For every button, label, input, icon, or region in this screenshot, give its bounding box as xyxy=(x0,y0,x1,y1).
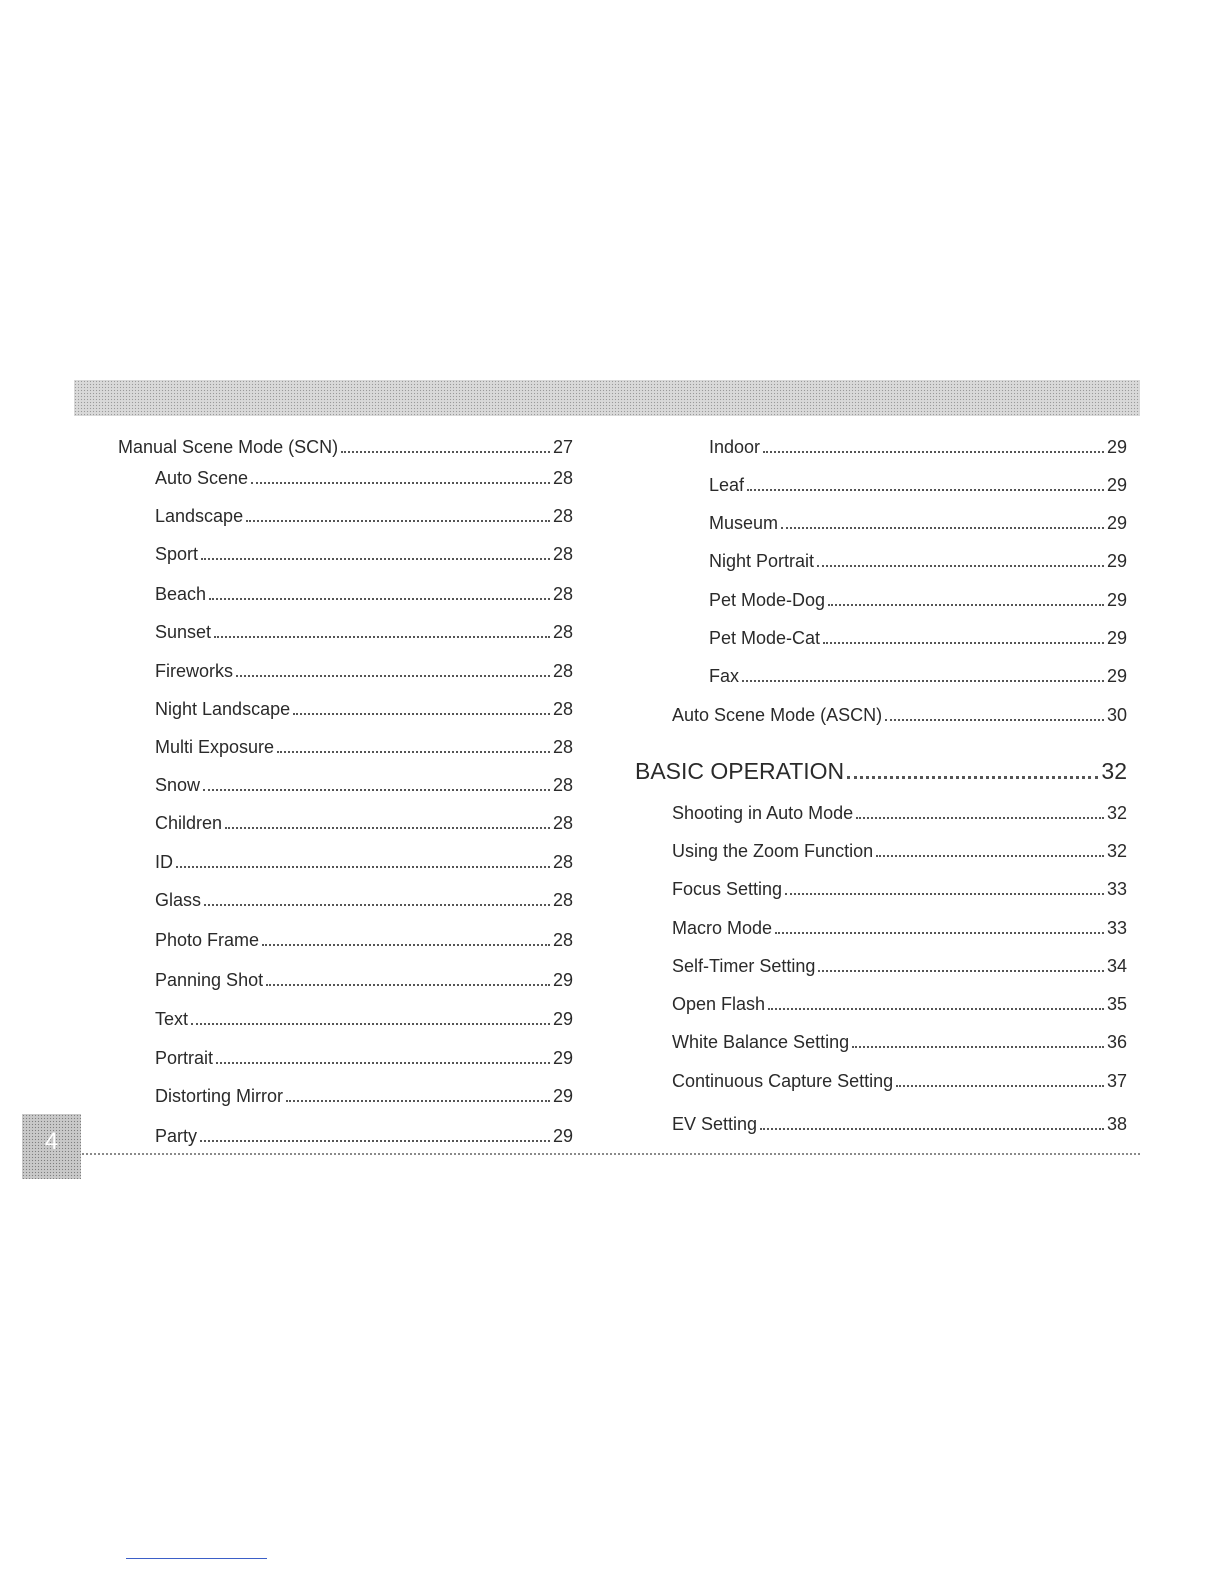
dot-leader xyxy=(191,1019,550,1025)
dot-leader xyxy=(896,1081,1104,1087)
dot-leader xyxy=(742,676,1104,682)
toc-entry-beach[interactable] xyxy=(155,583,573,605)
toc-entry-page-number: 29 xyxy=(552,1009,573,1029)
dot-leader xyxy=(277,747,550,753)
toc-entry-page-number: 29 xyxy=(1106,513,1127,533)
page-number: 4 xyxy=(44,1128,59,1155)
toc-entry-label: Night Landscape xyxy=(155,699,291,719)
toc-entry-distorting-mirror[interactable] xyxy=(155,1085,573,1107)
toc-entry-label: Macro Mode xyxy=(672,918,773,938)
dot-leader xyxy=(775,928,1104,934)
dot-leader xyxy=(251,478,550,484)
toc-entry-manual-scene-mode-scn[interactable] xyxy=(118,436,573,458)
dot-leader xyxy=(856,813,1104,819)
toc-entry-sport[interactable] xyxy=(155,543,573,565)
toc-entry-page-number: 28 xyxy=(552,468,573,488)
toc-entry-label: Fireworks xyxy=(155,661,234,681)
toc-entry-auto-scene-mode-ascn[interactable] xyxy=(672,704,1127,726)
toc-entry-glass[interactable] xyxy=(155,889,573,911)
toc-entry-label: Pet Mode-Cat xyxy=(709,628,821,648)
dot-leader xyxy=(760,1124,1104,1130)
dot-leader xyxy=(203,785,550,791)
dot-leader xyxy=(209,594,550,600)
toc-entry-white-balance-setting[interactable] xyxy=(672,1031,1127,1053)
dot-leader xyxy=(818,966,1104,972)
toc-entry-label: Indoor xyxy=(709,437,761,457)
toc-entry-focus-setting[interactable] xyxy=(672,878,1127,900)
toc-entry-museum[interactable] xyxy=(709,512,1127,534)
toc-entry-auto-scene[interactable] xyxy=(155,467,573,489)
toc-entry-page-number: 29 xyxy=(552,1086,573,1106)
toc-entry-label: Self-Timer Setting xyxy=(672,956,816,976)
toc-entry-snow[interactable] xyxy=(155,774,573,796)
toc-entry-macro-mode[interactable] xyxy=(672,917,1127,939)
dot-leader xyxy=(747,485,1104,491)
dot-leader xyxy=(847,772,1098,779)
dot-leader xyxy=(216,1058,550,1064)
toc-entry-page-number: 36 xyxy=(1106,1032,1127,1052)
toc-entry-pet-mode-dog[interactable] xyxy=(709,589,1127,611)
dot-leader xyxy=(214,632,550,638)
toc-entry-text[interactable] xyxy=(155,1008,573,1030)
toc-entry-label: Fax xyxy=(709,666,740,686)
toc-entry-portrait[interactable] xyxy=(155,1047,573,1069)
toc-entry-label: Continuous Capture Setting xyxy=(672,1071,894,1091)
dot-leader xyxy=(828,600,1104,606)
bottom-dotted-rule xyxy=(82,1153,1140,1155)
toc-entry-page-number: 28 xyxy=(552,584,573,604)
toc-entry-night-landscape[interactable] xyxy=(155,698,573,720)
dot-leader xyxy=(852,1042,1104,1048)
toc-entry-page-number: 34 xyxy=(1106,956,1127,976)
dot-leader xyxy=(817,561,1104,567)
toc-entry-photo-frame[interactable] xyxy=(155,929,573,951)
toc-entry-label: Shooting in Auto Mode xyxy=(672,803,854,823)
toc-entry-page-number: 29 xyxy=(552,970,573,990)
toc-entry-shooting-in-auto-mode[interactable] xyxy=(672,802,1127,824)
toc-entry-using-the-zoom-function[interactable] xyxy=(672,840,1127,862)
footer-link-line xyxy=(126,1558,267,1559)
toc-entry-pet-mode-cat[interactable] xyxy=(709,627,1127,649)
dot-leader xyxy=(341,447,550,453)
toc-entry-children[interactable] xyxy=(155,812,573,834)
dot-leader xyxy=(262,940,550,946)
toc-entry-page-number: 29 xyxy=(1106,551,1127,571)
toc-entry-multi-exposure[interactable] xyxy=(155,736,573,758)
toc-entry-page-number: 32 xyxy=(1101,758,1127,784)
toc-entry-page-number: 38 xyxy=(1106,1114,1127,1134)
toc-entry-page-number: 37 xyxy=(1106,1071,1127,1091)
dot-leader xyxy=(768,1004,1104,1010)
toc-entry-label: Auto Scene xyxy=(155,468,249,488)
toc-entry-label: Portrait xyxy=(155,1048,214,1068)
toc-entry-page-number: 28 xyxy=(552,699,573,719)
dot-leader xyxy=(204,900,550,906)
toc-entry-self-timer-setting[interactable] xyxy=(672,955,1127,977)
dot-leader xyxy=(266,980,550,986)
toc-entry-fireworks[interactable] xyxy=(155,660,573,682)
toc-entry-page-number: 35 xyxy=(1106,994,1127,1014)
dot-leader xyxy=(286,1096,550,1102)
toc-entry-page-number: 29 xyxy=(1106,628,1127,648)
dot-leader xyxy=(200,1136,550,1142)
toc-entry-page-number: 33 xyxy=(1106,918,1127,938)
toc-entry-label: Pet Mode-Dog xyxy=(709,590,826,610)
dot-leader xyxy=(176,862,550,868)
dot-leader xyxy=(246,516,550,522)
dot-leader xyxy=(885,715,1104,721)
dot-leader xyxy=(763,447,1104,453)
dot-leader xyxy=(293,709,550,715)
toc-entry-party[interactable] xyxy=(155,1125,573,1147)
toc-entry-label: Children xyxy=(155,813,223,833)
toc-entry-page-number: 28 xyxy=(552,930,573,950)
dot-leader xyxy=(823,638,1104,644)
toc-entry-page-number: 28 xyxy=(552,544,573,564)
toc-entry-label: Party xyxy=(155,1126,198,1146)
toc-entry-label: Museum xyxy=(709,513,779,533)
toc-entry-page-number: 28 xyxy=(552,775,573,795)
page-number-tab xyxy=(22,1114,81,1179)
toc-entry-label: Leaf xyxy=(709,475,745,495)
toc-entry-page-number: 29 xyxy=(552,1126,573,1146)
header-bar xyxy=(74,380,1140,416)
toc-entry-label: Sunset xyxy=(155,622,212,642)
toc-entry-label: BASIC OPERATION xyxy=(635,758,845,784)
toc-entry-page-number: 28 xyxy=(552,737,573,757)
toc-entry-label: EV Setting xyxy=(672,1114,758,1134)
toc-entry-label: ID xyxy=(155,852,173,872)
toc-entry-label: Multi Exposure xyxy=(155,737,275,757)
dot-leader xyxy=(236,671,550,677)
toc-entry-page-number: 32 xyxy=(1106,803,1127,823)
toc-entry-page-number: 29 xyxy=(1106,590,1127,610)
dot-leader xyxy=(876,851,1104,857)
toc-entry-fax[interactable] xyxy=(709,665,1127,687)
toc-entry-label: White Balance Setting xyxy=(672,1032,850,1052)
toc-entry-page-number: 29 xyxy=(1106,475,1127,495)
toc-entry-page-number: 28 xyxy=(552,890,573,910)
toc-entry-label: Distorting Mirror xyxy=(155,1086,284,1106)
toc-entry-label: Sport xyxy=(155,544,199,564)
toc-entry-page-number: 28 xyxy=(552,506,573,526)
toc-entry-label: Using the Zoom Function xyxy=(672,841,874,861)
toc-entry-label: Auto Scene Mode (ASCN) xyxy=(672,705,883,725)
toc-entry-label: Snow xyxy=(155,775,201,795)
toc-entry-label: Panning Shot xyxy=(155,970,264,990)
toc-entry-page-number: 29 xyxy=(552,1048,573,1068)
toc-entry-label: Photo Frame xyxy=(155,930,260,950)
toc-entry-page-number: 30 xyxy=(1106,705,1127,725)
toc-entry-ev-setting[interactable] xyxy=(672,1113,1127,1135)
toc-entry-label: Open Flash xyxy=(672,994,766,1014)
toc-entry-panning-shot[interactable] xyxy=(155,969,573,991)
toc-entry-night-portrait[interactable] xyxy=(709,550,1127,572)
toc-entry-page-number: 28 xyxy=(552,813,573,833)
toc-section-basic-operation[interactable] xyxy=(635,757,1127,785)
toc-entry-page-number: 28 xyxy=(552,661,573,681)
toc-entry-label: Beach xyxy=(155,584,207,604)
toc-entry-page-number: 28 xyxy=(552,852,573,872)
toc-entry-label: Landscape xyxy=(155,506,244,526)
toc-entry-label: Text xyxy=(155,1009,189,1029)
toc-entry-indoor[interactable] xyxy=(709,436,1127,458)
toc-entry-page-number: 27 xyxy=(552,437,573,457)
dot-leader xyxy=(781,523,1104,529)
toc-entry-page-number: 29 xyxy=(1106,666,1127,686)
toc-entry-label: Manual Scene Mode (SCN) xyxy=(118,437,339,457)
toc-entry-open-flash[interactable] xyxy=(672,993,1127,1015)
toc-entry-landscape[interactable] xyxy=(155,505,573,527)
toc-entry-id[interactable] xyxy=(155,851,573,873)
toc-entry-continuous-capture-setting[interactable] xyxy=(672,1070,1127,1092)
toc-entry-label: Glass xyxy=(155,890,202,910)
dot-leader xyxy=(201,554,550,560)
dot-leader xyxy=(225,823,550,829)
toc-entry-page-number: 32 xyxy=(1106,841,1127,861)
dot-leader xyxy=(785,889,1104,895)
toc-entry-sunset[interactable] xyxy=(155,621,573,643)
toc-entry-leaf[interactable] xyxy=(709,474,1127,496)
toc-entry-label: Focus Setting xyxy=(672,879,783,899)
toc-entry-label: Night Portrait xyxy=(709,551,815,571)
toc-entry-page-number: 29 xyxy=(1106,437,1127,457)
toc-entry-page-number: 28 xyxy=(552,622,573,642)
toc-entry-page-number: 33 xyxy=(1106,879,1127,899)
